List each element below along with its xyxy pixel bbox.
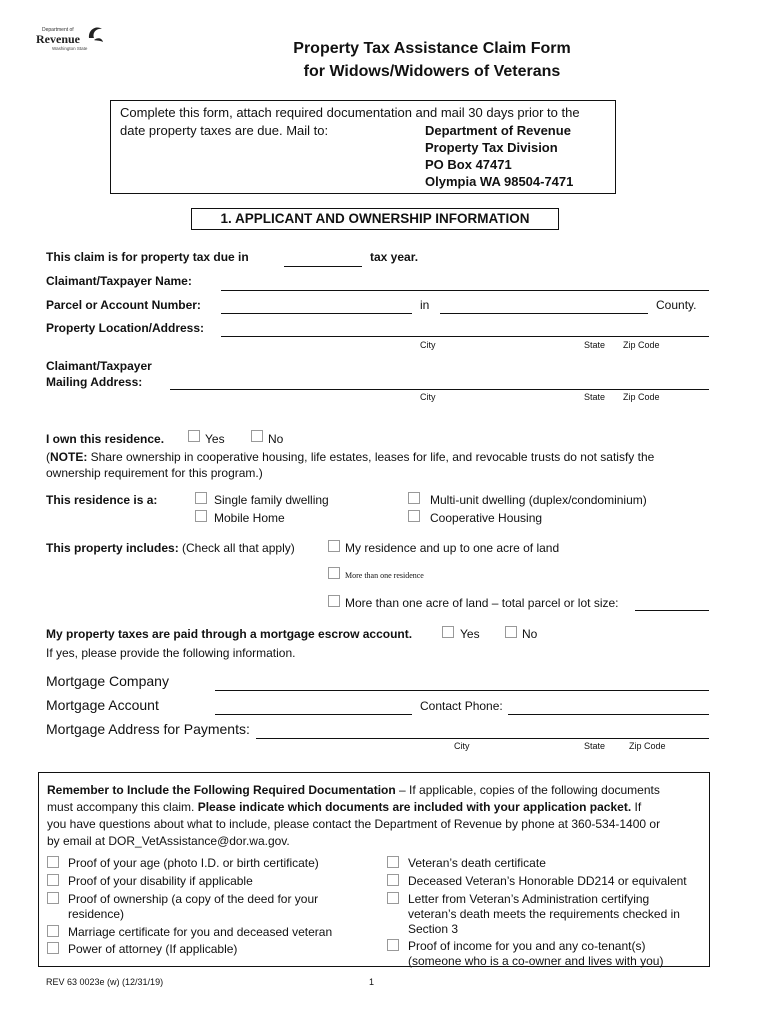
doc-attorney-label: Power of attorney (If applicable) bbox=[68, 942, 238, 956]
lot-size-field[interactable] bbox=[635, 610, 709, 611]
doc-marriage-checkbox[interactable] bbox=[47, 925, 59, 937]
escrow-label: My property taxes are paid through a mortgage escrow account. bbox=[46, 627, 413, 641]
mailing-zip-caption: Zip Code bbox=[623, 392, 660, 402]
intro-text-line1: Complete this form, attach required documentation and mail 30 days prior to the bbox=[120, 105, 580, 120]
section1-heading: 1. APPLICANT AND OWNERSHIP INFORMATION bbox=[191, 208, 559, 230]
mortgage-account-label: Mortgage Account bbox=[46, 697, 159, 713]
parcel-in-label: in bbox=[420, 298, 430, 312]
includes-hint: (Check all that apply) bbox=[178, 541, 295, 555]
property-location-field[interactable] bbox=[221, 336, 709, 337]
logo-sub-text: Washington State bbox=[52, 46, 88, 51]
escrow-info-text: If yes, please provide the following information. bbox=[46, 646, 296, 660]
doc-ownership-label-line2: residence) bbox=[68, 907, 125, 921]
mortgage-company-label: Mortgage Company bbox=[46, 673, 169, 689]
doc-income-line1: Proof of income for you and any co-tenant(s) bbox=[408, 939, 646, 953]
more-acre-label: More than one acre of land – total parcel or lot size: bbox=[345, 596, 619, 610]
escrow-yes-checkbox[interactable] bbox=[442, 626, 454, 638]
claimant-name-label: Claimant/Taxpayer Name: bbox=[46, 274, 192, 288]
page-number: 1 bbox=[369, 977, 375, 987]
includes-label-bold: This property includes: bbox=[46, 541, 179, 555]
form-number: REV 63 0023e (w) (12/31/19) bbox=[46, 977, 164, 987]
doc-ownership-checkbox[interactable] bbox=[47, 892, 59, 904]
doc-va-letter-checkbox[interactable] bbox=[387, 892, 399, 904]
more-acre-checkbox[interactable] bbox=[328, 595, 340, 607]
doc-dd214-label: Deceased Veteran’s Honorable DD214 or equivalent bbox=[408, 874, 687, 888]
residence-type-label: This residence is a: bbox=[46, 493, 158, 507]
doc-va-letter-line2: veteran’s death meets the requirements checked in bbox=[408, 907, 680, 921]
one-acre-checkbox[interactable] bbox=[328, 540, 340, 552]
docs-lead-bold: Remember to Include the Following Required Documentation bbox=[47, 783, 396, 797]
location-state-caption: State bbox=[584, 340, 606, 350]
mobile-home-label: Mobile Home bbox=[214, 511, 285, 525]
mortgage-address-label: Mortgage Address for Payments: bbox=[46, 721, 250, 737]
contact-phone-label: Contact Phone: bbox=[420, 699, 503, 713]
own-yes-checkbox[interactable] bbox=[188, 430, 200, 442]
required-documentation-box bbox=[38, 772, 710, 967]
note-label: NOTE: bbox=[50, 450, 88, 464]
logo-small-text: Department of bbox=[42, 27, 74, 33]
more-residence-label: More than one residence bbox=[345, 571, 424, 580]
form-title-line2: for Widows/Widowers of Veterans bbox=[303, 63, 561, 80]
property-includes-label bbox=[46, 541, 295, 555]
mailing-label-line1: Claimant/Taxpayer bbox=[46, 359, 152, 373]
mail-address-line1: Department of Revenue bbox=[425, 123, 571, 138]
docs-line2a: must accompany this claim. bbox=[47, 800, 198, 814]
note-text-line1: Share ownership in cooperative housing, life estates, leases for life, and revocable trusts do not satisfy the bbox=[87, 450, 655, 464]
single-family-checkbox[interactable] bbox=[195, 492, 207, 504]
mortgage-company-field[interactable] bbox=[215, 690, 709, 691]
contact-phone-field[interactable] bbox=[508, 714, 709, 715]
mailing-state-caption: State bbox=[584, 392, 606, 402]
claimant-name-field[interactable] bbox=[221, 290, 709, 291]
mortgage-address-field[interactable] bbox=[256, 738, 709, 739]
doc-age-label: Proof of your age (photo I.D. or birth certificate) bbox=[68, 856, 319, 870]
form-title-line1: Property Tax Assistance Claim Form bbox=[293, 40, 571, 57]
escrow-no-checkbox[interactable] bbox=[505, 626, 517, 638]
doc-dd214-checkbox[interactable] bbox=[387, 874, 399, 886]
multi-unit-checkbox[interactable] bbox=[408, 492, 420, 504]
mailing-address-field[interactable] bbox=[170, 389, 709, 390]
note-text-line2: ownership requirement for this program.) bbox=[46, 466, 263, 480]
docs-line2c: If bbox=[631, 800, 642, 814]
doc-attorney-checkbox[interactable] bbox=[47, 942, 59, 954]
mortgage-zip-caption: Zip Code bbox=[629, 741, 666, 751]
doc-ownership-label-line1: Proof of ownership (a copy of the deed for your bbox=[68, 892, 319, 906]
doc-disability-label: Proof of your disability if applicable bbox=[68, 874, 253, 888]
cooperative-housing-checkbox[interactable] bbox=[408, 510, 420, 522]
county-field[interactable] bbox=[440, 313, 648, 314]
mail-address-line2: Property Tax Division bbox=[425, 140, 558, 155]
more-residence-checkbox[interactable] bbox=[328, 567, 340, 579]
docs-intro-line4: by email at DOR_VetAssistance@dor.wa.gov. bbox=[47, 834, 290, 848]
tax-year-field[interactable] bbox=[284, 266, 362, 267]
county-label: County. bbox=[656, 298, 697, 312]
claim-year-label: This claim is for property tax due in bbox=[46, 250, 249, 264]
escrow-yes-label: Yes bbox=[460, 627, 480, 641]
location-city-caption: City bbox=[420, 340, 436, 350]
cooperative-housing-label: Cooperative Housing bbox=[430, 511, 543, 525]
own-no-checkbox[interactable] bbox=[251, 430, 263, 442]
docs-lead-rest: – If applicable, copies of the following documents bbox=[395, 783, 660, 797]
single-family-label: Single family dwelling bbox=[214, 493, 329, 507]
doc-va-letter-line3: Section 3 bbox=[408, 922, 459, 936]
mobile-home-checkbox[interactable] bbox=[195, 510, 207, 522]
own-yes-label: Yes bbox=[205, 432, 225, 446]
docs-intro-line3: you have questions about what to include, please contact the Department of Revenue by phone at 360-534-1400 or bbox=[47, 817, 661, 831]
multi-unit-label: Multi-unit dwelling (duplex/condominium) bbox=[430, 493, 647, 507]
doc-disability-checkbox[interactable] bbox=[47, 874, 59, 886]
mail-address-line4: Olympia WA 98504-7471 bbox=[425, 174, 574, 189]
parcel-number-field[interactable] bbox=[221, 313, 412, 314]
own-residence-label: I own this residence. bbox=[46, 432, 165, 446]
mailing-city-caption: City bbox=[420, 392, 436, 402]
docs-intro-line2 bbox=[47, 800, 707, 814]
escrow-no-label: No bbox=[522, 627, 538, 641]
mail-address-line3: PO Box 47471 bbox=[425, 157, 512, 172]
mortgage-account-field[interactable] bbox=[215, 714, 412, 715]
mailing-label-line2: Mailing Address: bbox=[46, 375, 143, 389]
mortgage-state-caption: State bbox=[584, 741, 606, 751]
doc-death-cert-label: Veteran’s death certificate bbox=[408, 856, 546, 870]
doc-age-checkbox[interactable] bbox=[47, 856, 59, 868]
mailing-instructions-box bbox=[110, 100, 616, 194]
parcel-label: Parcel or Account Number: bbox=[46, 298, 201, 312]
location-zip-caption: Zip Code bbox=[623, 340, 660, 350]
tax-year-suffix: tax year. bbox=[370, 250, 419, 264]
one-acre-label: My residence and up to one acre of land bbox=[345, 541, 560, 555]
mortgage-city-caption: City bbox=[454, 741, 470, 751]
property-location-label: Property Location/Address: bbox=[46, 321, 205, 335]
doc-income-checkbox[interactable] bbox=[387, 939, 399, 951]
docs-line2b: Please indicate which documents are included with your application packet. bbox=[197, 800, 632, 814]
intro-text-line2: date property taxes are due. Mail to: bbox=[120, 123, 329, 138]
doc-va-letter-line1: Letter from Veteran’s Administration certifying bbox=[408, 892, 650, 906]
logo-brand-text: Revenue bbox=[36, 32, 80, 46]
doc-marriage-label: Marriage certificate for you and deceased veteran bbox=[68, 925, 333, 939]
doc-income-line2: (someone who is a co-owner and lives with you) bbox=[408, 954, 664, 968]
own-no-label: No bbox=[268, 432, 284, 446]
doc-death-cert-checkbox[interactable] bbox=[387, 856, 399, 868]
docs-intro-line1 bbox=[47, 783, 707, 797]
ownership-note: (NOTE: Share ownership in cooperative housing, life estates, leases for life, and revocable trusts do not satisfy the bbox=[46, 450, 655, 464]
